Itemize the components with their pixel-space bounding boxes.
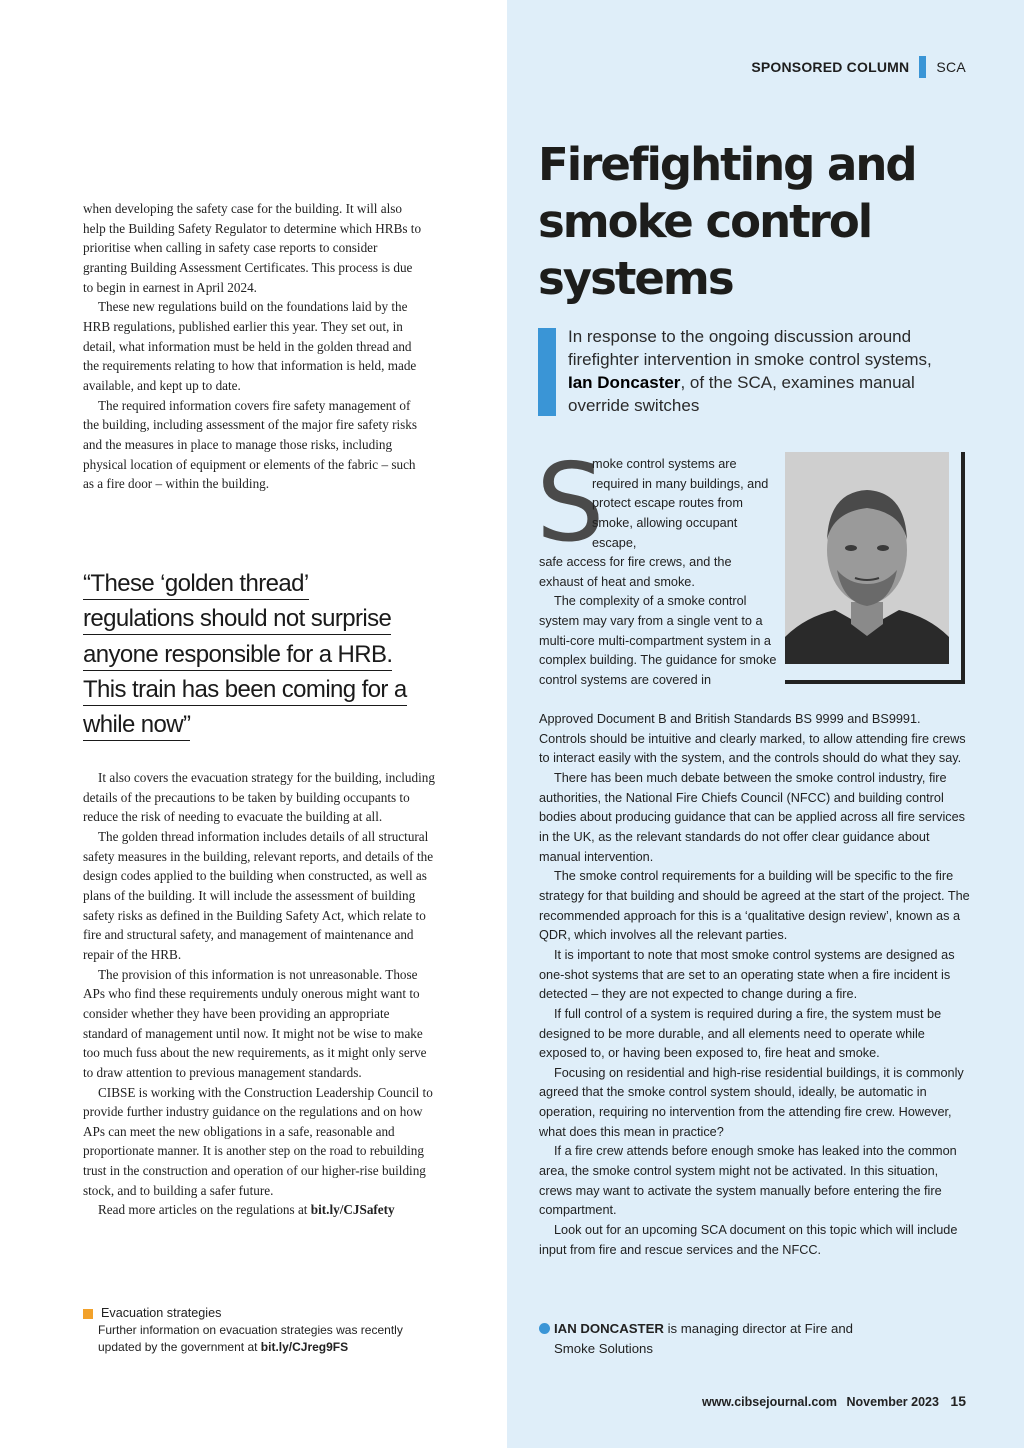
standfirst-before: In response to the ongoing discussion around firefighter intervention in smoke control systems,: [568, 327, 932, 369]
article-headline: Firefighting and smoke control systems: [538, 138, 916, 305]
intro-wrapped-text: moke control systems are required in many buildings, and protect escape routes from smoke, allowing occupant escape,: [592, 457, 769, 550]
standfirst-author: Ian Doncaster: [568, 373, 681, 392]
organisation-label: SCA: [936, 59, 966, 75]
left-paragraph: It also covers the evacuation strategy for the building, including details of the precautions to be taken by building occupants to reduce the risk of needing to evacuate the building at all.: [83, 770, 435, 825]
left-column-bottom: [83, 768, 435, 1220]
page-footer: [702, 1393, 966, 1409]
note-body: [83, 1322, 433, 1356]
author-bio: [539, 1319, 959, 1359]
page-header: [751, 56, 966, 78]
article-paragraph: If a fire crew attends before enough smoke has leaked into the common area, the smoke control system might not be activated. In this situation, crews may want to activate the system manually before entering the fire compartment.: [539, 1144, 957, 1218]
standfirst-after: , of the SCA, examines manual override switches: [568, 373, 915, 415]
left-paragraph: The provision of this information is not unreasonable. Those APs who find these requirements unduly onerous might want to consider whether they have been providing an appropriate standard of management until now. It might not be wise to make too much fuss about the new requirements, as it might only serve to draw attention to previous management standards.: [83, 966, 427, 1080]
article-paragraph: It is important to note that most smoke control systems are designed as one-shot systems that are set to an operating state when a fire incident is detected – they are not expected to change during a fire.: [539, 947, 955, 1002]
author-bio-text: is managing director at Fire and: [663, 1321, 854, 1336]
note-heading-row: [83, 1305, 433, 1322]
note-link[interactable]: bit.ly/CJreg9FS: [260, 1340, 349, 1354]
article-paragraph: Focusing on residential and high-rise residential buildings, it is commonly agreed that the smoke control system should, ideally, be automatic in operation, requiring no intervention from the attending fire crew. However, what does this mean in practice?: [539, 1065, 964, 1139]
section-label: SPONSORED COLUMN: [751, 59, 910, 75]
author-portrait: [785, 452, 949, 664]
footer-date: November 2023: [846, 1395, 939, 1409]
article-body: [539, 710, 971, 1260]
read-more-text: Read more articles on the regulations at: [98, 1202, 311, 1218]
author-bio-text-2: Smoke Solutions: [554, 1341, 653, 1356]
left-paragraph: The golden thread information includes details of all structural safety measures in the building, relevant reports, and details of the design codes applied to the building when constructed, as well as plans of the building. It will include the assessment of building safety risks as defined in the Building Safety Act, which relate to fire and structural safety, and management of maintenance and repair of the HRB.: [83, 828, 434, 962]
left-paragraph: when developing the safety case for the building. It will also help the Building Safety Regulator to determine which HRBs to prioritise when calling in safety case reports to consider granting Building Assessment Certificates. This process is due to begin in earnest in April 2024.: [83, 201, 422, 295]
article-paragraph: If full control of a system is required during a fire, the system must be designed to be more durable, and all elements need to operate while exposed to, or having been exposed to, fire heat and smoke.: [539, 1006, 942, 1061]
note-heading: Evacuation strategies: [101, 1306, 222, 1320]
left-paragraph: These new regulations build on the foundations laid by the HRB regulations, published earlier this year. They set out, in detail, what information must be held in the golden thread and the requirements relating to how that information is held, made available, and kept up to date.: [83, 299, 417, 393]
standfirst-bar: [538, 328, 556, 416]
para2-narrow-text: The complexity of a smoke control system may vary from a single vent to a multi-core multi-compartment system in a complex building. The guidance for smoke control systems are covered in: [539, 594, 777, 687]
note-body-text: Further information on evacuation strategies was recently updated by the government at: [98, 1323, 403, 1354]
left-paragraph: The required information covers fire safety management of the building, including assessment of the major fire safety risks and the measures in place to manage those risks, including physical location of equipment or elements of the fabric – such as a fire door – within the building.: [83, 397, 418, 492]
blue-dot-icon: [539, 1323, 550, 1334]
footer-url[interactable]: www.cibsejournal.com: [702, 1395, 838, 1409]
orange-square-icon: [83, 1309, 93, 1319]
standfirst-text: [568, 325, 958, 417]
author-bio-line: [539, 1319, 959, 1339]
left-paragraph: CIBSE is working with the Construction Leadership Council to provide further industry guidance on the regulations and on how APs can meet the new obligations in a safe, reasonable and proportionate manner. It is another step on the road to rebuilding trust in the construction and operation of our higher-rise building stock, and to building a safer future.: [83, 1084, 433, 1198]
pull-quote: [83, 566, 423, 742]
article-paragraph: The smoke control requirements for a building will be specific to the fire strategy for that building and should be agreed at the start of the project. The recommended approach for this is a ‘qualitative design review’, known as a QDR, which involves all the relevant parties.: [539, 869, 970, 943]
page-number: 15: [950, 1393, 966, 1409]
header-divider-bar: [919, 56, 926, 78]
article-paragraph: Look out for an upcoming SCA document on this topic which will include input from fire and rescue services and the NFCC.: [539, 1223, 958, 1257]
drop-cap: S: [536, 441, 605, 566]
para2-wide-text: Approved Document B and British Standards BS 9999 and BS9991. Controls should be intuitive and clearly marked, to allow attending fire crews to interact easily with the system, and the controls should do what they say.: [539, 712, 966, 766]
intro-continued-text: safe access for fire crews, and the exhaust of heat and smoke.: [539, 555, 732, 589]
intro-wrapped: [592, 455, 772, 553]
article-paragraph: There has been much debate between the smoke control industry, fire authorities, the National Fire Chiefs Council (NFCC) and building control bodies about producing guidance that can be applied across all fire services in the UK, as the relevant standards do not offer clear guidance about manual intervention.: [539, 770, 966, 864]
standfirst: [538, 325, 958, 417]
read-more-paragraph: [83, 1200, 435, 1220]
evacuation-note: [83, 1305, 433, 1356]
portrait-illustration: [785, 452, 949, 664]
read-more-link[interactable]: bit.ly/CJSafety: [310, 1202, 395, 1218]
author-name: IAN DONCASTER: [554, 1321, 664, 1336]
left-column-top: [83, 199, 423, 494]
intro-continued-block: [539, 553, 779, 691]
pull-quote-text: “These ‘golden thread’ regulations should not surprise anyone responsible for a HRB. This train has been coming for a while now”: [83, 570, 407, 741]
